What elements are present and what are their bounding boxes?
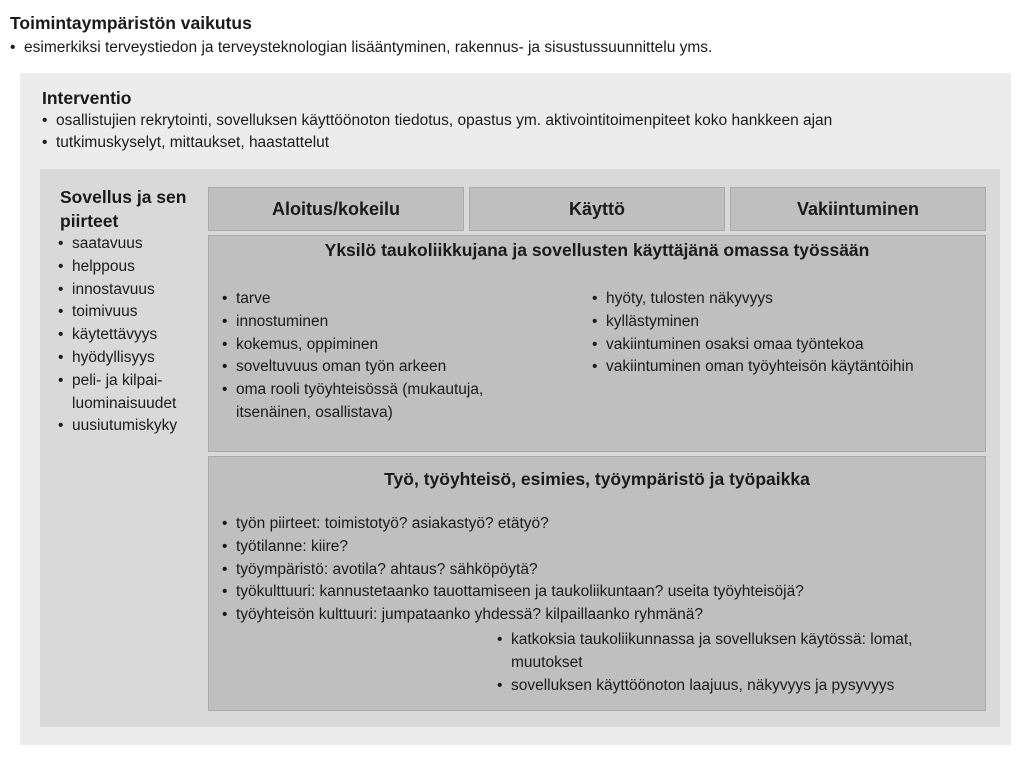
work-list — [222, 513, 982, 627]
list-item: • tarve — [222, 288, 562, 311]
phase-established: Vakiintuminen — [730, 187, 986, 231]
phase-use: Käyttö — [469, 187, 725, 231]
environment-list — [10, 37, 1010, 59]
list-item: • oma rooli työyhteisössä (mukautuja, itsenäinen, osallistava) — [222, 379, 562, 425]
phase-start: Aloitus/kokeilu — [208, 187, 464, 231]
work-title: Työ, työyhteisö, esimies, työympäristö ja työpaikka — [384, 469, 810, 489]
list-item: • työtilanne: kiire? — [222, 536, 982, 559]
list-item: • vakiintuminen oman työyhteisön käytäntöihin — [592, 356, 982, 379]
work-list-secondary — [497, 629, 977, 697]
list-item: • työympäristö: avotila? ahtaus? sähköpöytä? — [222, 559, 982, 582]
list-item: • hyödyllisyys — [58, 347, 208, 370]
list-item: • vakiintuminen osaksi omaa työntekoa — [592, 334, 982, 357]
list-item: • tutkimuskyselyt, mittaukset, haastattelut — [42, 132, 1002, 154]
list-item: • saatavuus — [58, 233, 208, 256]
list-item: • soveltuvuus oman työn arkeen — [222, 356, 562, 379]
list-item: • osallistujien rekrytointi, sovelluksen käyttöönoton tiedotus, opastus ym. aktivointitoimenpiteet koko hankkeen ajan — [42, 110, 1002, 132]
list-item: • työkulttuuri: kannustetaanko tauottamiseen ja taukoliikuntaan? useita työyhteisöjä? — [222, 581, 982, 604]
list-item: • sovelluksen käyttöönoton laajuus, näkyvyys ja pysyvyys — [497, 675, 977, 698]
app-features-list — [58, 233, 208, 438]
environment-title: Toimintaympäristön vaikutus — [10, 13, 252, 33]
list-item: • käytettävyys — [58, 324, 208, 347]
list-item: • innostuminen — [222, 311, 562, 334]
list-item: • työn piirteet: toimistotyö? asiakastyö? etätyö? — [222, 513, 982, 536]
intervention-list — [42, 110, 1002, 154]
list-item: • helppous — [58, 256, 208, 279]
list-item: • hyöty, tulosten näkyvyys — [592, 288, 982, 311]
intervention-title: Interventio — [42, 88, 132, 108]
list-item: • toimivuus — [58, 301, 208, 324]
list-item: • kyllästyminen — [592, 311, 982, 334]
list-item: • katkoksia taukoliikunnassa ja sovelluksen käytössä: lomat, muutokset — [497, 629, 977, 675]
list-item: • esimerkiksi terveystiedon ja terveysteknologian lisääntyminen, rakennus- ja sisustussuunnittelu yms. — [10, 37, 1010, 59]
list-item: • uusiutumiskyky — [58, 415, 208, 438]
list-item: • työyhteisön kulttuuri: jumpataanko yhdessä? kilpaillaanko ryhmänä? — [222, 604, 982, 627]
individual-list-left — [222, 288, 562, 425]
individual-list-right — [592, 288, 982, 379]
list-item: • innostavuus — [58, 279, 208, 302]
individual-title: Yksilö taukoliikkujana ja sovellusten käyttäjänä omassa työssään — [324, 240, 870, 260]
list-item: • peli- ja kilpai-luominaisuudet — [58, 370, 208, 416]
app-title: Sovellus ja sen piirteet — [60, 187, 187, 231]
list-item: • kokemus, oppiminen — [222, 334, 562, 357]
